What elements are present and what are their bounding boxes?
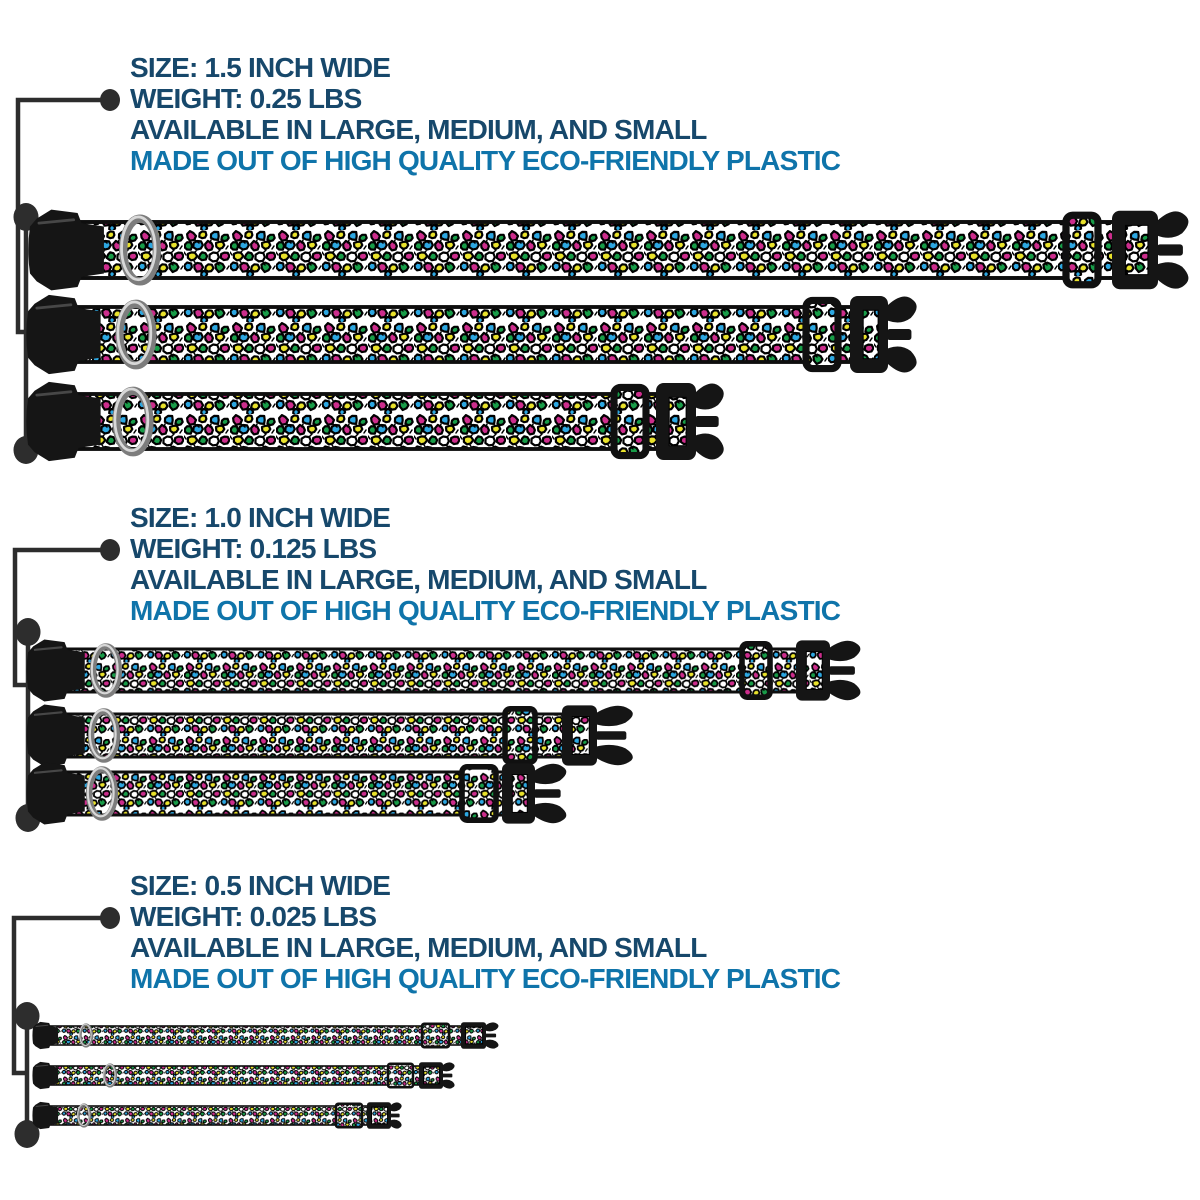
- material-spec: MADE OUT OF HIGH QUALITY ECO-FRIENDLY PLASTIC: [130, 595, 841, 626]
- buckle-prong-bottom: [596, 745, 633, 765]
- collar-strap: [78, 307, 887, 362]
- collar-strap: [78, 394, 695, 449]
- tri-glide-slider: [388, 1064, 413, 1088]
- buckle-prong-bottom: [534, 803, 566, 823]
- size-spec: SIZE: 0.5 INCH WIDE: [130, 870, 391, 901]
- availability-spec: AVAILABLE IN LARGE, MEDIUM, AND SMALL: [130, 114, 707, 145]
- buckle-prong-bottom: [887, 347, 917, 373]
- collar-strap: [50, 1066, 441, 1085]
- collar-strap: [67, 649, 828, 692]
- buckle-window: [669, 397, 686, 445]
- buckle-prong-center: [887, 329, 911, 340]
- buckle-window: [466, 1027, 483, 1044]
- buckle-window: [806, 652, 822, 690]
- buckle-prong-top: [534, 764, 566, 784]
- collar-small-1.5-inch: [26, 382, 723, 461]
- collar-medium-1.0-inch: [27, 705, 633, 767]
- collar-large-0.5-inch: [32, 1022, 498, 1049]
- buckle-prong-center: [390, 1114, 400, 1118]
- buckle-prong-top: [485, 1022, 498, 1031]
- buckle-prong-top: [442, 1062, 455, 1071]
- collar-large-1.0-inch: [27, 640, 861, 702]
- tri-glide-slider: [806, 300, 838, 368]
- size-spec: SIZE: 1.5 INCH WIDE: [130, 52, 391, 83]
- buckle-window: [424, 1067, 440, 1084]
- weight-spec: WEIGHT: 0.025 LBS: [130, 901, 377, 932]
- collar-strap: [50, 1026, 484, 1045]
- collar-medium-0.5-inch: [32, 1062, 454, 1089]
- tri-glide-slider: [336, 1104, 362, 1128]
- buckle-prong-top: [390, 1102, 402, 1111]
- bracket-text-dot: [100, 907, 120, 929]
- buckle-prong-bottom: [695, 434, 724, 460]
- buckle-prong-center: [695, 416, 719, 427]
- size-spec: SIZE: 1.0 INCH WIDE: [130, 502, 391, 533]
- buckle-prong-center: [596, 731, 626, 740]
- buckle-prong-top: [887, 297, 917, 323]
- tri-glide-slider: [505, 709, 535, 762]
- weight-spec: WEIGHT: 0.25 LBS: [130, 83, 362, 114]
- buckle-prong-top: [1157, 211, 1188, 237]
- spec-block-0-5-inch: [130, 870, 1030, 994]
- bracket-text-dot: [100, 539, 120, 561]
- spec-block-1-5-inch: [130, 52, 1030, 176]
- buckle-prong-center: [485, 1034, 496, 1038]
- buckle-window: [512, 775, 527, 813]
- buckle-window: [572, 717, 589, 755]
- tri-glide-slider: [742, 644, 770, 697]
- buckle-prong-bottom: [390, 1120, 402, 1129]
- buckle-prong-top: [596, 706, 633, 726]
- buckle-window: [1125, 225, 1147, 274]
- collar-small-0.5-inch: [32, 1102, 401, 1129]
- buckle-prong-bottom: [485, 1040, 498, 1049]
- availability-spec: AVAILABLE IN LARGE, MEDIUM, AND SMALL: [130, 564, 707, 595]
- weight-spec: WEIGHT: 0.125 LBS: [130, 533, 377, 564]
- buckle-prong-bottom: [442, 1080, 455, 1089]
- bracket-text-dot: [100, 89, 120, 111]
- collar-small-1.0-inch: [27, 763, 567, 825]
- buckle-prong-center: [829, 666, 855, 675]
- bracket-top-dot: [16, 618, 41, 646]
- buckle-prong-top: [829, 641, 860, 661]
- buckle-window: [372, 1107, 388, 1124]
- buckle-prong-center: [1157, 244, 1183, 255]
- buckle-window: [863, 310, 878, 358]
- material-spec: MADE OUT OF HIGH QUALITY ECO-FRIENDLY PLASTIC: [130, 963, 841, 994]
- tri-glide-slider: [614, 387, 646, 455]
- spec-block-1-0-inch: [130, 502, 1030, 626]
- buckle-prong-top: [695, 384, 724, 410]
- tri-glide-slider: [1066, 215, 1098, 284]
- buckle-prong-bottom: [1157, 262, 1188, 288]
- collar-strap: [80, 222, 1156, 278]
- tri-glide-slider: [422, 1024, 449, 1048]
- tri-glide-slider: [462, 767, 496, 820]
- collar-medium-1.5-inch: [26, 295, 916, 374]
- buckle-prong-bottom: [829, 680, 860, 700]
- material-spec: MADE OUT OF HIGH QUALITY ECO-FRIENDLY PLASTIC: [130, 145, 841, 176]
- buckle-prong-center: [442, 1074, 452, 1078]
- buckle-prong-center: [534, 789, 561, 798]
- availability-spec: AVAILABLE IN LARGE, MEDIUM, AND SMALL: [130, 932, 707, 963]
- collar-large-1.5-inch: [28, 210, 1188, 291]
